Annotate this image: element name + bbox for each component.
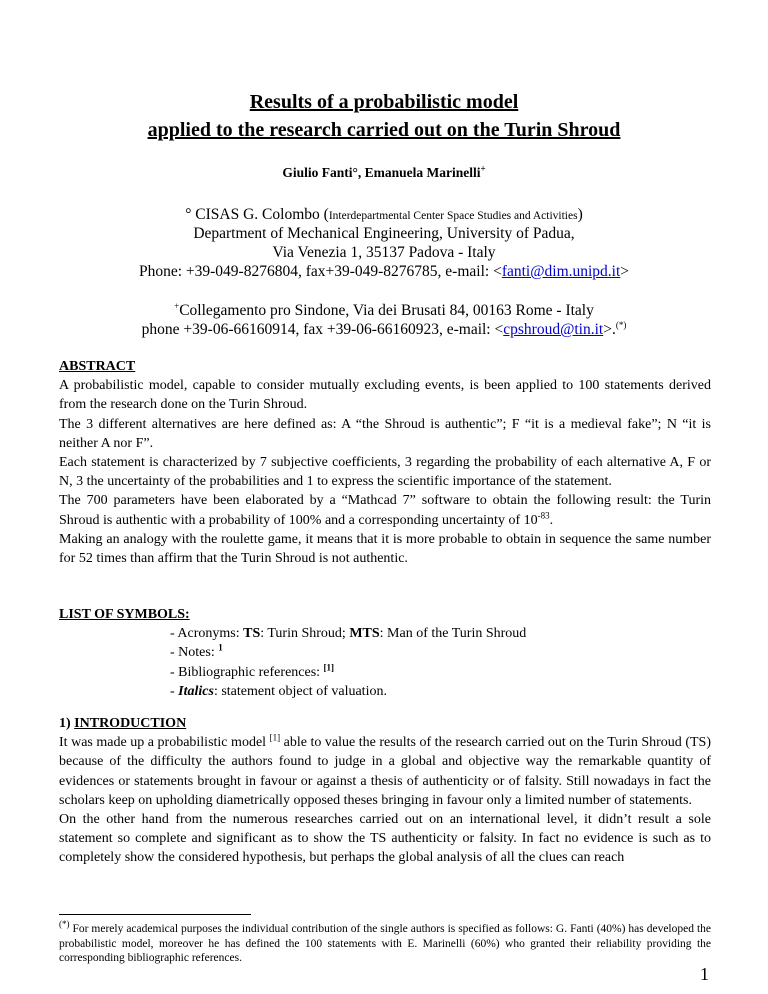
abstract-paragraph-5: Making an analogy with the roulette game, it means that it is more probable to obtain in sequence the same number for 52 times than affirm that the Turin Shroud is not authentic. bbox=[59, 531, 711, 567]
affiliation-2-line-1: +Collegamento pro Sindone, Via dei Brusati 84, 00163 Rome - Italy bbox=[174, 300, 594, 319]
symbols-heading-wrap bbox=[59, 605, 711, 624]
email-link-fanti[interactable]: fanti@dim.unipd.it bbox=[501, 263, 621, 280]
symbols-item-bibliography: - Bibliographic references: [1] bbox=[170, 662, 335, 680]
symbols-item-notes: - Notes: $^1$ bbox=[170, 642, 223, 661]
abstract-paragraph-2: The 3 different alternatives are here defined as: A “the Shroud is authentic”; F “it is a medieval fake”; N “it is neither A nor F”. bbox=[59, 416, 711, 451]
footnote-separator bbox=[59, 914, 251, 915]
introduction-paragraph-2: On the other hand from the numerous researches carried out on an international level, it didn’t result a sole statement so complete and significant as to show the TS authenticity or falsity. In fact no evidence is such as to completely show the considered hypothesis, but perhaps the global analysis of all the clues can reach bbox=[59, 812, 711, 866]
footnote: (*) For merely academical purposes the individual contribution of the single authors is specified as follows: G. Fanti (40%) has developed the probabilistic model, moreover he has defined the 100 statements with E. Marinelli (60%) who granted their reliability providing the corresponding bibliographic references. bbox=[59, 919, 711, 964]
affiliation-1-contact: Phone: +39-049-8276804, fax+39-049-8276785, e-mail: <fanti@dim.unipd.it> bbox=[138, 263, 630, 280]
introduction-section bbox=[59, 714, 711, 868]
abstract-paragraph-1: A probabilistic model, capable to consider mutually excluding events, is been applied to 100 statements derived from the research done on the Turin Shroud. bbox=[59, 378, 711, 413]
symbols-heading: LIST OF SYMBOLS: bbox=[59, 607, 190, 622]
affiliation-1-line-1: ° CISAS G. Colombo (Interdepartmental Center Space Studies and Activities) bbox=[185, 206, 583, 223]
abstract-paragraph-4: The 700 parameters have been elaborated by a “Mathcad 7” software to obtain the following result: the Turin Shroud is authentic with a probability of 100% and a corresponding uncertainty of $10^{-83}$. bbox=[59, 493, 711, 528]
symbols-list bbox=[170, 624, 710, 702]
affiliation-2-contact: phone +39-06-66160914, fax +39-06-66160923, e-mail: <cpshroud@tin.it>.(*) bbox=[141, 319, 627, 338]
abstract-heading: ABSTRACT bbox=[59, 359, 136, 374]
paper-title-line-2: applied to the research carried out on the Turin Shroud bbox=[147, 119, 621, 141]
footnote-marker: (*) bbox=[615, 319, 627, 330]
page-number: 1 bbox=[700, 964, 709, 984]
email-link-cpshroud[interactable]: cpshroud@tin.it bbox=[503, 321, 604, 338]
abstract-section bbox=[59, 357, 711, 568]
introduction-paragraph-1: It was made up a probabilistic model [1] able to value the results of the research carried out on the Turin Shroud (TS) because of the difficulty the authors found to judge in a global and objective way the remarkable quantity of evidences or statements brought in favour or against a thesis of authenticity or of falsity. Still nowadays in fact the scholars keep on upholding diametrically opposed theses bringing in favour only a limited number of statements. bbox=[59, 732, 712, 808]
paper-title-line-1: Results of a probabilistic model bbox=[249, 91, 519, 113]
author-list: Giulio Fanti°, Emanuela Marinelli+ bbox=[282, 163, 486, 180]
affiliation-1-line-2: Department of Mechanical Engineering, University of Padua, bbox=[193, 225, 575, 242]
affiliation-1-line-3: Via Venezia 1, 35137 Padova - Italy bbox=[272, 244, 496, 261]
symbols-item-acronyms: - Acronyms: TS: Turin Shroud; MTS: Man of the Turin Shroud bbox=[170, 626, 527, 641]
introduction-heading: 1) INTRODUCTION bbox=[59, 716, 187, 731]
symbols-item-italics: - Italics: statement object of valuation. bbox=[170, 684, 387, 700]
abstract-paragraph-3: Each statement is characterized by 7 subjective coefficients, 3 regarding the probability of each alternative A, F or N, 3 the uncertainty of the probabilities and 1 to express the scientific importance of the statement. bbox=[59, 455, 711, 490]
